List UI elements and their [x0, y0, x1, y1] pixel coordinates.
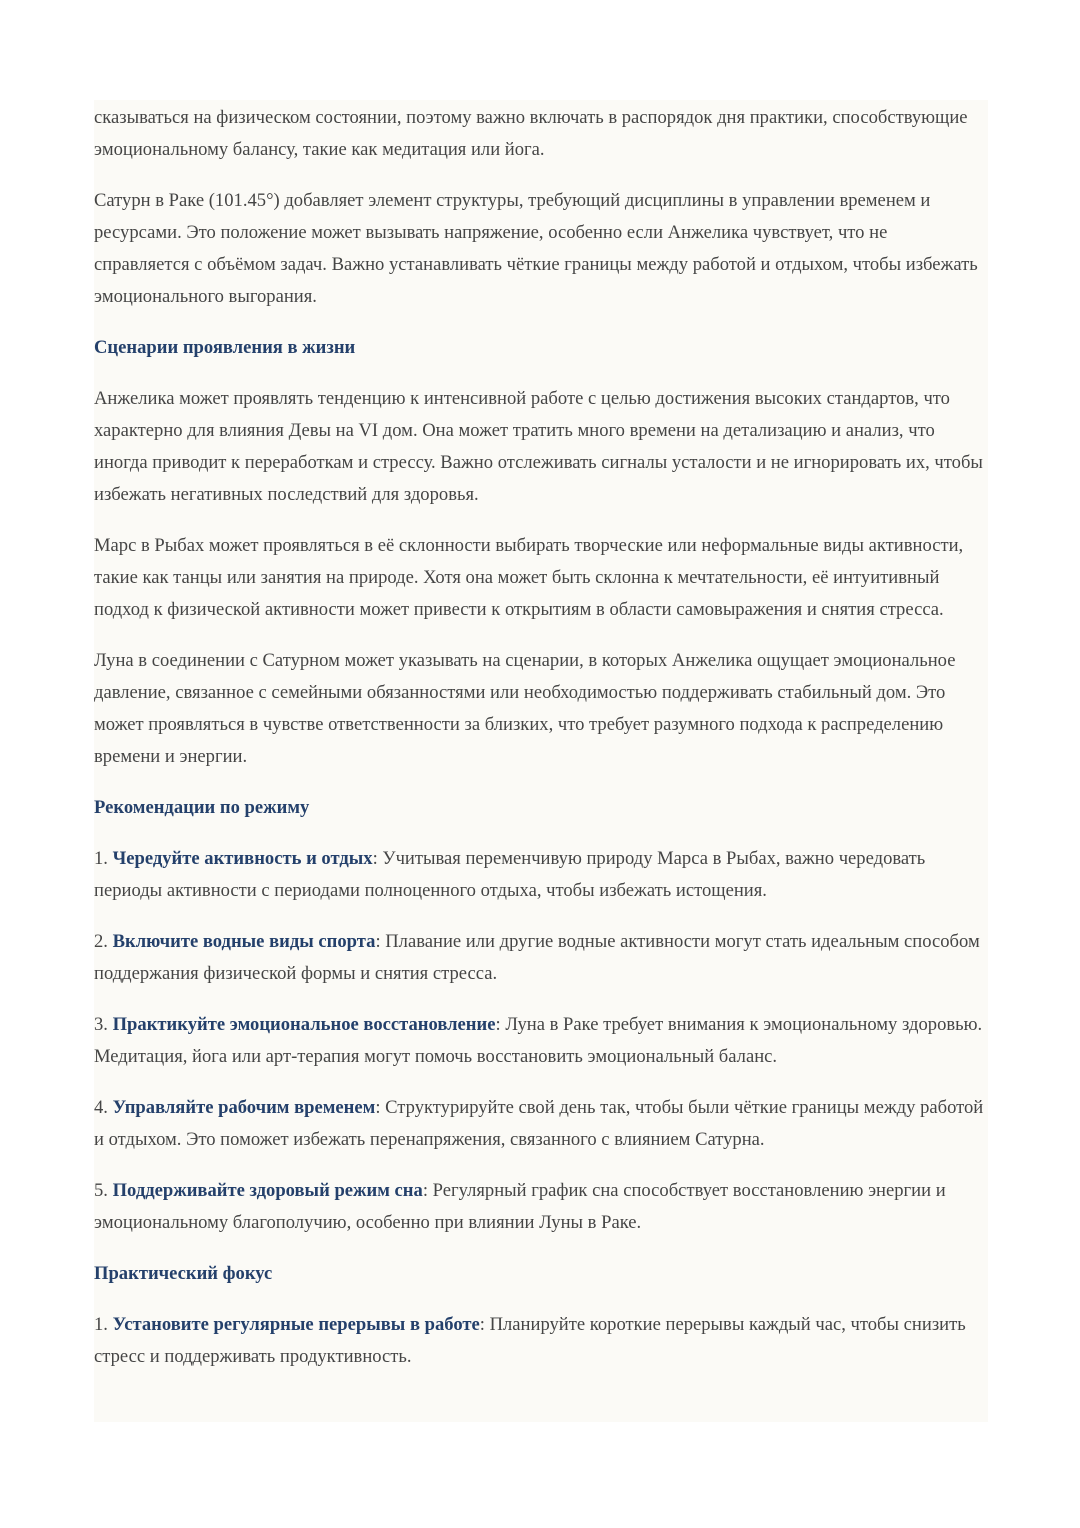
- focus-item: [94, 1309, 986, 1373]
- paragraph: Анжелика может проявлять тенденцию к интенсивной работе с целью достижения высоких стандартов, что характерно для влияния Девы на VI дом. Она может тратить много времени на детализацию и анализ, что иногда приводит к переработкам и стрессу. Важно отслеживать сигналы усталости и не игнорировать их, чтобы избежать негативных последствий для здоровья.: [94, 388, 983, 505]
- item-text: : Луна в Раке требует внимания к эмоциональному здоровью. Медитация, йога или арт-терапия могут помочь восстановить эмоциональный баланс.: [94, 1014, 983, 1067]
- item-label: Чередуйте активность и отдых: [112, 848, 373, 869]
- item-label: Поддерживайте здоровый режим сна: [112, 1180, 423, 1201]
- section-heading-recommendations: Рекомендации по режиму: [94, 797, 310, 818]
- item-label: Установите регулярные перерывы в работе: [112, 1314, 480, 1335]
- item-text: : Структурируйте свой день так, чтобы были чёткие границы между работой и отдыхом. Это поможет избежать перенапряжения, связанного с влиянием Сатурна.: [94, 1097, 984, 1150]
- recommendation-item: [94, 1092, 986, 1156]
- paragraph: сказываться на физическом состоянии, поэтому важно включать в распорядок дня практики, способствующие эмоциональному балансу, такие как медитация или йога.: [94, 107, 968, 160]
- recommendation-item: [94, 843, 986, 907]
- paragraph: Луна в соединении с Сатурном может указывать на сценарии, в которых Анжелика ощущает эмоциональное давление, связанное с семейными обязанностями или необходимостью поддерживать стабильный дом. Это может проявляться в чувстве ответственности за близких, что требует разумного подхода к распределению времени и энергии.: [94, 650, 956, 767]
- item-text: : Учитывая переменчивую природу Марса в Рыбах, важно чередовать периоды активности с периодами полноценного отдыха, чтобы избежать истощения.: [94, 848, 926, 901]
- item-number: 5.: [94, 1180, 113, 1201]
- recommendation-item: [94, 926, 986, 990]
- item-label: Включите водные виды спорта: [112, 931, 376, 952]
- section-heading-scenarios: Сценарии проявления в жизни: [94, 337, 356, 358]
- item-number: 2.: [94, 931, 113, 952]
- item-number: 4.: [94, 1097, 113, 1118]
- section-heading-focus: Практический фокус: [94, 1263, 273, 1284]
- item-number: 1.: [94, 848, 113, 869]
- document-content: [94, 102, 986, 1392]
- item-number: 1.: [94, 1314, 113, 1335]
- item-text: : Регулярный график сна способствует восстановлению энергии и эмоциональному благополучию, особенно при влиянии Луны в Раке.: [94, 1180, 946, 1233]
- item-label: Практикуйте эмоциональное восстановление: [112, 1014, 496, 1035]
- item-text: : Планируйте короткие перерывы каждый час, чтобы снизить стресс и поддерживать продуктивность.: [94, 1314, 966, 1367]
- paragraph: Марс в Рыбах может проявляться в её склонности выбирать творческие или неформальные виды активности, такие как танцы или занятия на природе. Хотя она может быть склонна к мечтательности, её интуитивный подход к физической активности может привести к открытиям в области самовыражения и снятия стресса.: [94, 535, 964, 620]
- item-text: : Плавание или другие водные активности могут стать идеальным способом поддержания физической формы и снятия стресса.: [94, 931, 980, 984]
- item-label: Управляйте рабочим временем: [112, 1097, 376, 1118]
- paragraph: Сатурн в Раке (101.45°) добавляет элемент структуры, требующий дисциплины в управлении временем и ресурсами. Это положение может вызывать напряжение, особенно если Анжелика чувствует, что не справляется с объёмом задач. Важно устанавливать чёткие границы между работой и отдыхом, чтобы избежать эмоционального выгорания.: [94, 190, 978, 307]
- recommendation-item: [94, 1009, 986, 1073]
- item-number: 3.: [94, 1014, 113, 1035]
- recommendation-item: [94, 1175, 986, 1239]
